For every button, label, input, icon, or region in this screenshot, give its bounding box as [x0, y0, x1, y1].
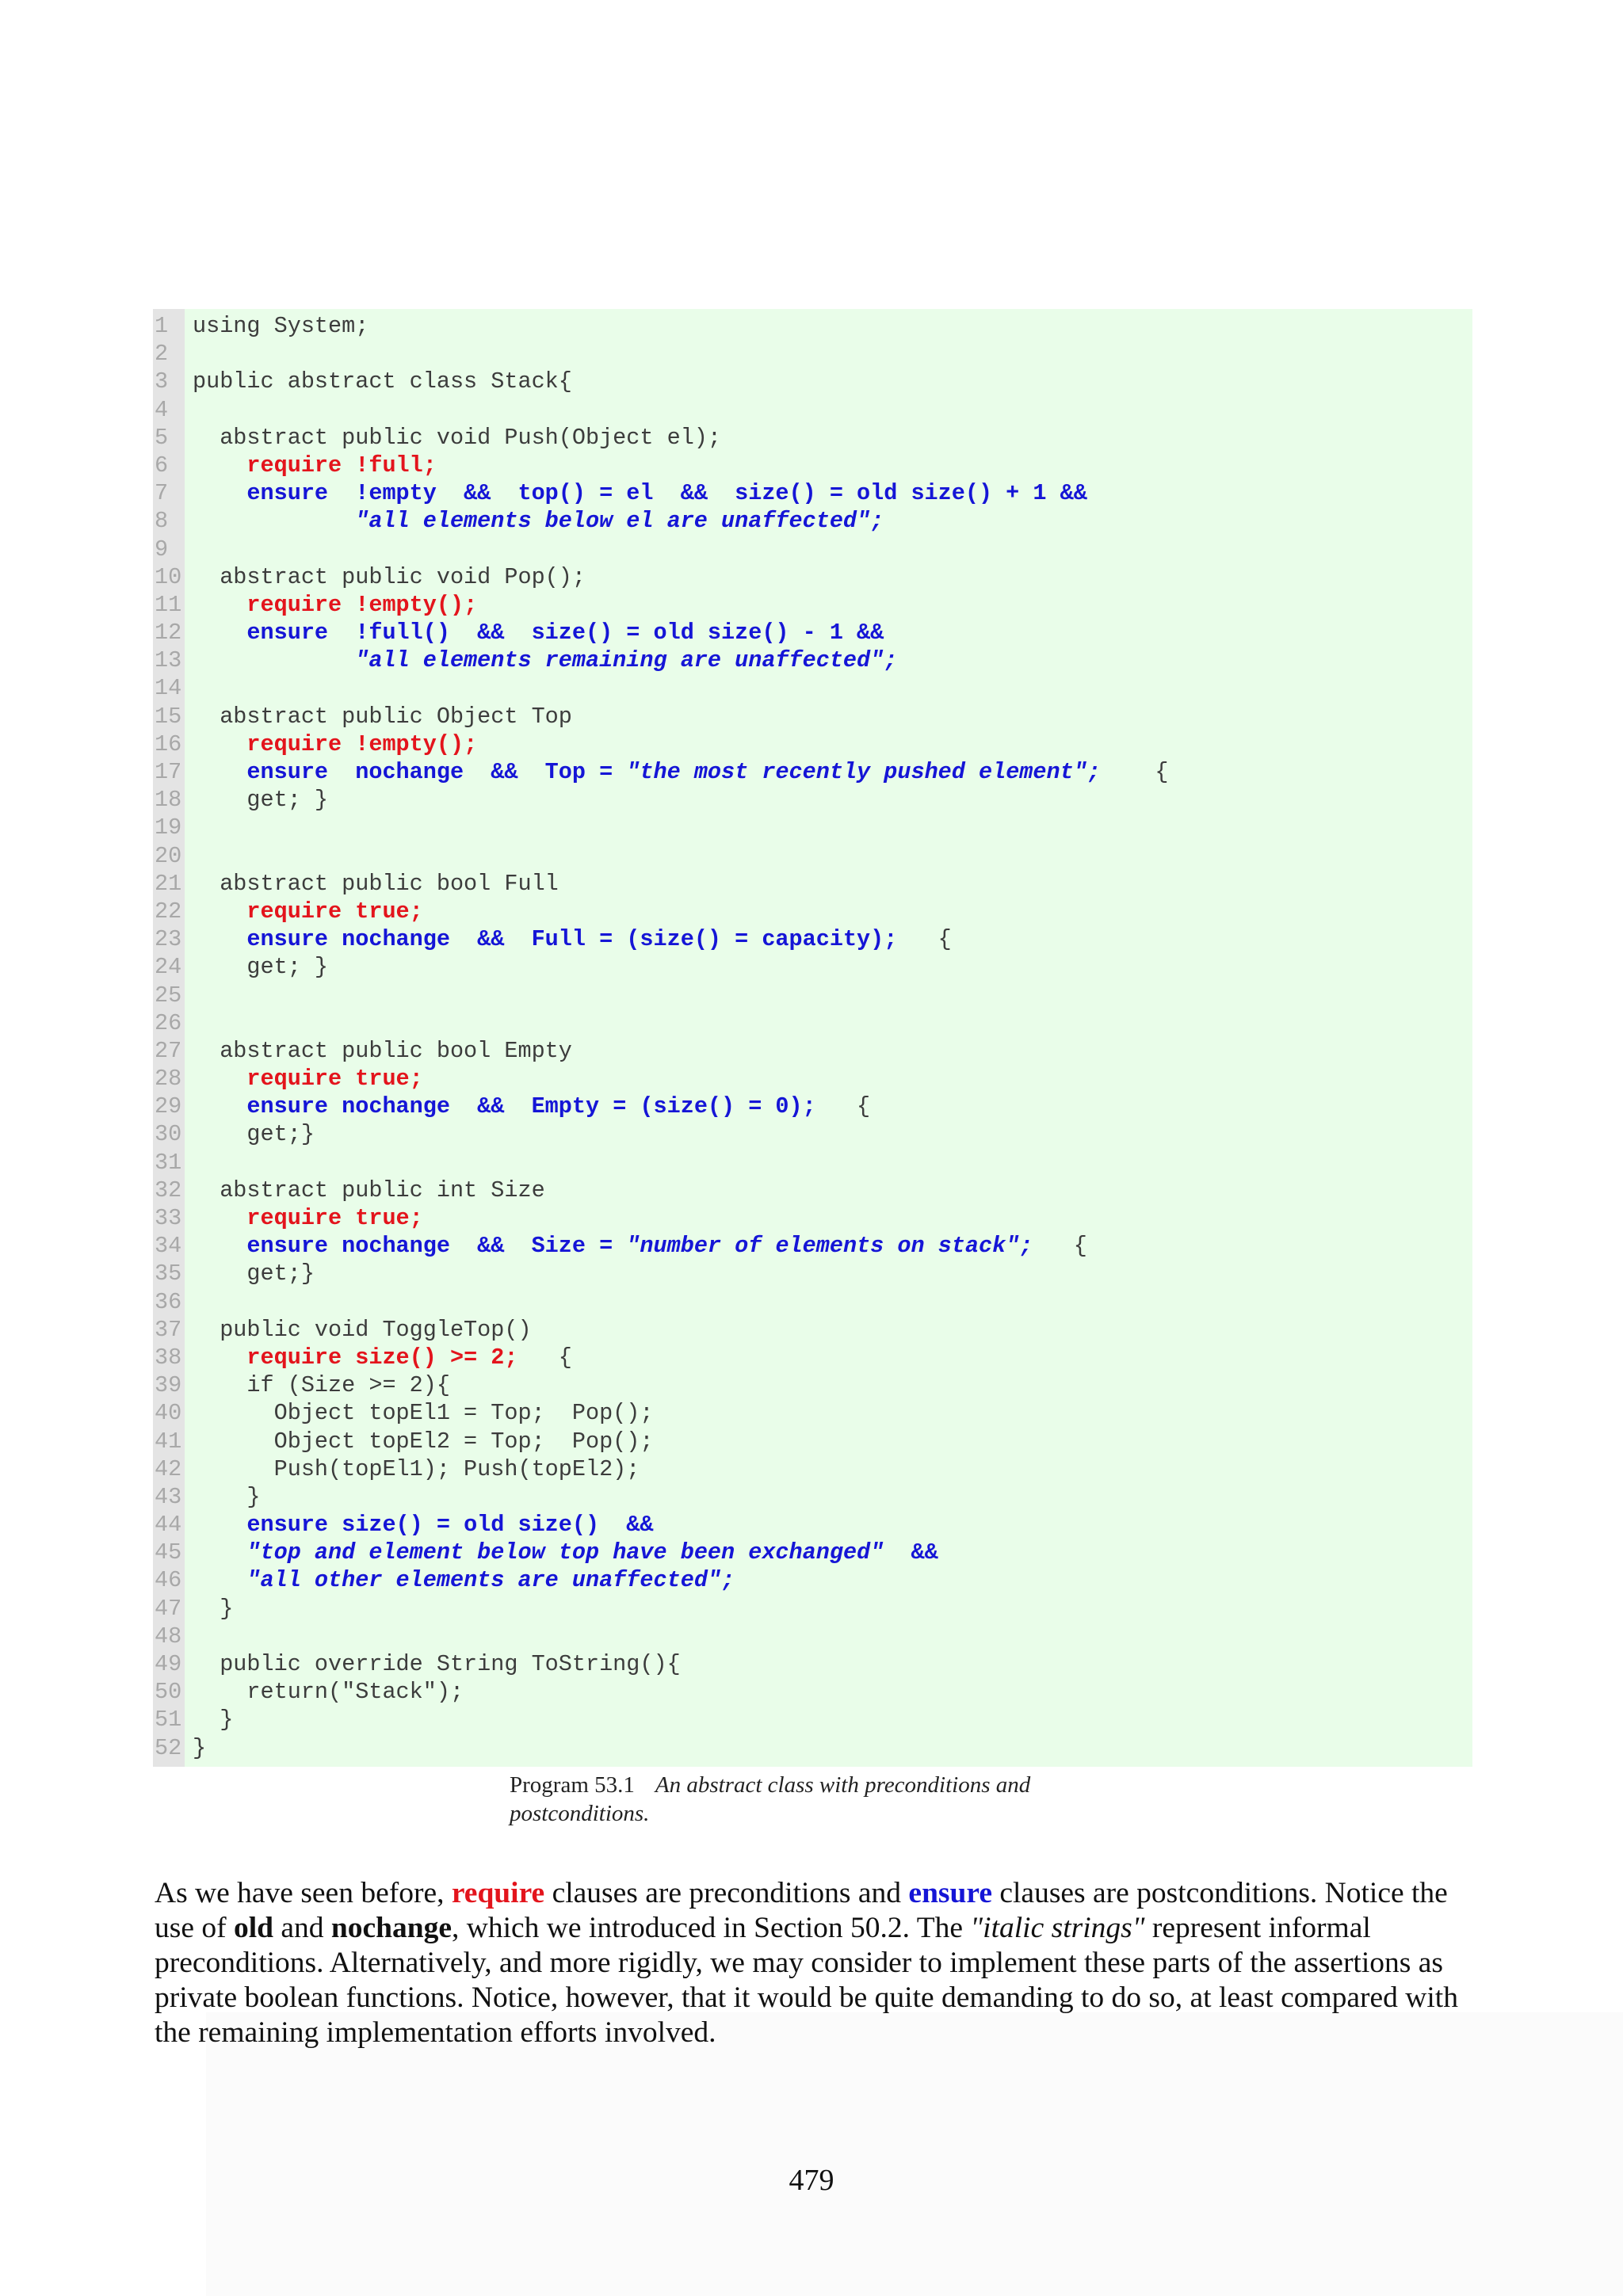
line-code	[193, 1120, 315, 1148]
code-segment: public abstract class Stack{	[193, 368, 572, 395]
code-segment: {	[1100, 759, 1169, 785]
line-code	[193, 1093, 870, 1120]
code-line	[153, 1093, 1472, 1120]
caption-text: An abstract class with preconditions and postconditions.	[510, 1772, 1031, 1826]
code-line	[153, 1177, 1472, 1204]
code-segment: }	[193, 1734, 207, 1761]
line-number: 38	[155, 1344, 182, 1371]
code-segment: ensure nochange && Size =	[246, 1233, 627, 1260]
line-code	[193, 646, 897, 674]
code-segment: require true;	[246, 1205, 423, 1231]
code-line	[153, 563, 1472, 591]
line-code	[193, 507, 884, 535]
code-segment: ensure !empty && top() = el && size() = old size() + 1 &&	[246, 480, 1087, 507]
code-line	[153, 1483, 1472, 1511]
code-line	[153, 1455, 1472, 1483]
code-line	[153, 1120, 1472, 1148]
code-segment: return("Stack");	[193, 1679, 464, 1706]
code-segment: }	[193, 1483, 261, 1510]
code-segment: Object topEl1 = Top; Pop();	[193, 1400, 654, 1427]
line-code	[193, 312, 369, 340]
code-segment	[193, 1512, 246, 1538]
code-line	[153, 1678, 1472, 1706]
code-line	[153, 1316, 1472, 1344]
line-code	[193, 1678, 464, 1706]
code-segment: }	[193, 1707, 234, 1733]
line-code	[193, 1260, 315, 1287]
line-number: 11	[155, 591, 182, 618]
line-number: 23	[155, 926, 182, 953]
line-code	[193, 1566, 735, 1594]
code-line	[153, 536, 1472, 563]
line-number: 52	[155, 1734, 182, 1761]
line-number: 37	[155, 1316, 182, 1343]
code-line	[153, 1371, 1472, 1399]
line-number: 4	[155, 396, 169, 423]
code-segment	[193, 926, 246, 952]
code-line	[153, 1539, 1472, 1566]
line-number: 31	[155, 1149, 182, 1176]
line-number: 21	[155, 870, 182, 897]
code-segment	[193, 1093, 246, 1119]
line-number: 1	[155, 313, 169, 339]
code-line	[153, 591, 1472, 619]
code-line	[153, 1595, 1472, 1623]
line-number: 26	[155, 1009, 182, 1036]
line-number: 17	[155, 759, 182, 785]
code-line	[153, 424, 1472, 452]
code-line	[153, 396, 1472, 424]
code-segment: {	[517, 1344, 572, 1371]
code-line	[153, 1149, 1472, 1177]
code-line	[153, 1566, 1472, 1594]
code-segment: require !full;	[246, 452, 437, 479]
code-segment	[193, 592, 246, 618]
line-code	[193, 563, 586, 591]
code-line	[153, 1260, 1472, 1287]
line-number: 27	[155, 1037, 182, 1064]
code-segment: abstract public bool Empty	[193, 1037, 572, 1064]
code-segment	[193, 620, 246, 646]
line-code	[193, 479, 1087, 507]
line-number: 6	[155, 452, 169, 479]
program-caption	[510, 1771, 1112, 1828]
line-code	[193, 703, 572, 730]
line-number: 29	[155, 1093, 182, 1120]
line-code	[193, 1037, 572, 1065]
body-text: clauses are postconditions. Notice the use of	[155, 1877, 1448, 1944]
line-code	[193, 1734, 206, 1762]
line-number: 5	[155, 424, 169, 451]
line-number: 34	[155, 1233, 182, 1260]
nochange-keyword: nochange	[330, 1912, 453, 1944]
line-number: 10	[155, 563, 182, 590]
code-segment: "all elements remaining are unaffected";	[355, 647, 898, 674]
page-number: 479	[789, 2164, 834, 2197]
line-code	[193, 1650, 681, 1678]
body-text: As we have seen before,	[155, 1877, 452, 1909]
line-code	[193, 1204, 423, 1232]
code-segment: get; }	[193, 954, 329, 981]
line-code	[193, 452, 437, 479]
code-segment: {	[897, 926, 952, 953]
code-line	[153, 1650, 1472, 1678]
code-segment: get;}	[193, 1121, 315, 1148]
code-line	[153, 1288, 1472, 1316]
code-line	[153, 452, 1472, 479]
code-line	[153, 730, 1472, 758]
line-number: 16	[155, 730, 182, 757]
line-number: 46	[155, 1567, 182, 1594]
line-number: 28	[155, 1066, 182, 1093]
code-line	[153, 870, 1472, 898]
old-keyword: old	[233, 1912, 274, 1944]
code-line	[153, 1428, 1472, 1455]
line-number: 35	[155, 1261, 182, 1287]
line-code	[193, 424, 721, 452]
line-number: 13	[155, 647, 182, 674]
line-number: 12	[155, 620, 182, 646]
code-segment: get;}	[193, 1261, 315, 1287]
code-segment	[193, 508, 355, 534]
body-text: clauses are preconditions and	[544, 1877, 909, 1909]
caption-label: Program 53.1	[510, 1772, 635, 1798]
code-segment	[193, 452, 246, 479]
line-code	[193, 758, 1168, 786]
code-segment: ensure !full() && size() = old size() - 1 &&	[246, 620, 884, 646]
line-code	[193, 1065, 423, 1093]
line-code	[193, 1455, 640, 1483]
code-segment	[193, 898, 246, 925]
line-number: 48	[155, 1623, 182, 1650]
code-segment: Push(topEl1); Push(topEl2);	[193, 1455, 640, 1482]
line-number: 14	[155, 675, 182, 702]
code-line	[153, 479, 1472, 507]
code-segment: "all other elements are unaffected";	[246, 1567, 735, 1594]
code-segment: public void ToggleTop()	[193, 1316, 532, 1343]
code-segment: using System;	[193, 313, 369, 339]
line-code	[193, 1232, 1087, 1260]
code-line	[153, 646, 1472, 674]
code-line	[153, 340, 1472, 368]
code-segment: abstract public bool Full	[193, 870, 559, 897]
line-number: 47	[155, 1595, 182, 1622]
line-number: 20	[155, 842, 182, 869]
line-code	[193, 1399, 654, 1427]
line-code	[193, 786, 328, 814]
code-line	[153, 925, 1472, 953]
line-number: 45	[155, 1539, 182, 1566]
code-segment: public override String ToString(){	[193, 1651, 681, 1677]
code-segment	[193, 759, 246, 785]
line-number: 32	[155, 1177, 182, 1203]
code-segment	[193, 480, 246, 506]
code-segment	[193, 1567, 246, 1593]
line-number: 9	[155, 536, 169, 563]
code-segment: ensure size() = old size() &&	[246, 1512, 654, 1539]
line-number: 19	[155, 814, 182, 841]
line-number: 25	[155, 982, 182, 1009]
code-segment: {	[815, 1093, 871, 1120]
line-number: 39	[155, 1372, 182, 1399]
code-segment: ensure nochange && Full = (size() = capacity);	[246, 926, 898, 953]
code-line	[153, 368, 1472, 395]
code-segment: abstract public int Size	[193, 1177, 545, 1203]
line-number: 40	[155, 1400, 182, 1427]
code-segment: get; }	[193, 787, 329, 814]
code-segment: require size() >= 2;	[246, 1344, 518, 1371]
code-segment	[193, 647, 355, 673]
code-segment	[193, 1539, 246, 1566]
code-line	[153, 898, 1472, 925]
line-number: 22	[155, 898, 182, 925]
code-segment: }	[193, 1595, 234, 1622]
code-segment: "all elements below el are unaffected";	[355, 508, 884, 535]
code-segment: ensure nochange && Empty = (size() = 0);	[246, 1093, 816, 1120]
line-code	[193, 619, 884, 646]
line-number: 33	[155, 1205, 182, 1231]
code-segment: abstract public void Pop();	[193, 563, 586, 590]
code-line	[153, 1232, 1472, 1260]
code-segment: &&	[884, 1539, 938, 1566]
code-segment: require !empty();	[246, 730, 478, 757]
line-number: 24	[155, 954, 182, 981]
line-code	[193, 1483, 261, 1511]
body-text: represent informal preconditions. Alternatively, and more rigidly, we may consider to implement these parts of the assertions as private boolean functions. Notice, however, that it would be quite demanding to do so, at least compared with the remaining implementation efforts involved.	[155, 1912, 1458, 2049]
line-code	[193, 1428, 654, 1455]
line-number: 2	[155, 341, 169, 368]
body-text: and	[273, 1912, 331, 1944]
code-segment	[193, 1066, 246, 1092]
line-code	[193, 1371, 450, 1399]
line-number: 18	[155, 787, 182, 814]
italic-strings-phrase: "italic strings"	[970, 1912, 1145, 1944]
code-segment: require !empty();	[246, 591, 478, 618]
code-line	[153, 1734, 1472, 1762]
line-code	[193, 925, 952, 953]
code-line	[153, 1623, 1472, 1650]
line-code	[193, 898, 423, 925]
code-segment: abstract public Object Top	[193, 703, 572, 730]
code-segment	[193, 1205, 246, 1231]
line-number: 30	[155, 1121, 182, 1148]
code-segment: ensure nochange && Top =	[246, 759, 627, 785]
code-line	[153, 1344, 1472, 1371]
line-number: 43	[155, 1483, 182, 1510]
line-code	[193, 1511, 654, 1539]
code-listing	[153, 309, 1472, 1767]
code-line	[153, 619, 1472, 646]
code-segment: require true;	[246, 898, 423, 925]
code-segment: "number of elements on stack";	[626, 1233, 1033, 1260]
ensure-keyword: ensure	[908, 1877, 992, 1909]
line-code	[193, 1344, 572, 1371]
code-line	[153, 674, 1472, 702]
line-number: 41	[155, 1428, 182, 1455]
code-segment: abstract public void Push(Object el);	[193, 424, 722, 451]
page-shade	[206, 2012, 1623, 2296]
code-segment: "the most recently pushed element";	[626, 759, 1101, 785]
code-segment: Object topEl2 = Top; Pop();	[193, 1428, 654, 1455]
code-line	[153, 953, 1472, 981]
code-line	[153, 703, 1472, 730]
code-line	[153, 1065, 1472, 1093]
code-line	[153, 1204, 1472, 1232]
code-line	[153, 982, 1472, 1009]
code-line	[153, 1009, 1472, 1037]
code-segment	[193, 731, 246, 757]
code-line	[153, 1511, 1472, 1539]
code-line	[153, 1399, 1472, 1427]
line-number: 36	[155, 1288, 182, 1315]
code-segment	[193, 1233, 246, 1259]
line-number: 3	[155, 368, 169, 395]
line-number: 42	[155, 1455, 182, 1482]
line-code	[193, 1595, 233, 1623]
code-segment: require true;	[246, 1066, 423, 1093]
line-number: 7	[155, 480, 169, 507]
line-number: 50	[155, 1679, 182, 1706]
code-segment: "top and element below top have been exchanged"	[246, 1539, 884, 1566]
line-code	[193, 368, 572, 395]
body-paragraph	[155, 1876, 1486, 2050]
line-number: 49	[155, 1651, 182, 1677]
code-segment: if (Size >= 2){	[193, 1372, 450, 1399]
code-line	[153, 312, 1472, 340]
code-line	[153, 842, 1472, 870]
code-line	[153, 507, 1472, 535]
line-code	[193, 1706, 233, 1733]
code-line	[153, 758, 1472, 786]
line-number: 51	[155, 1707, 182, 1733]
line-number: 8	[155, 508, 169, 535]
line-code	[193, 730, 477, 758]
line-code	[193, 953, 328, 981]
code-line	[153, 786, 1472, 814]
line-code	[193, 870, 559, 898]
line-code	[193, 1316, 532, 1344]
require-keyword: require	[451, 1877, 545, 1909]
line-code	[193, 1177, 545, 1204]
line-number: 44	[155, 1512, 182, 1539]
line-number: 15	[155, 703, 182, 730]
code-line	[153, 1037, 1472, 1065]
line-code	[193, 591, 477, 619]
code-line	[153, 1706, 1472, 1733]
code-segment	[193, 1344, 246, 1371]
code-segment: {	[1033, 1233, 1087, 1260]
code-line	[153, 814, 1472, 841]
line-code	[193, 1539, 938, 1566]
body-text: , which we introduced in Section 50.2. The	[452, 1912, 971, 1944]
